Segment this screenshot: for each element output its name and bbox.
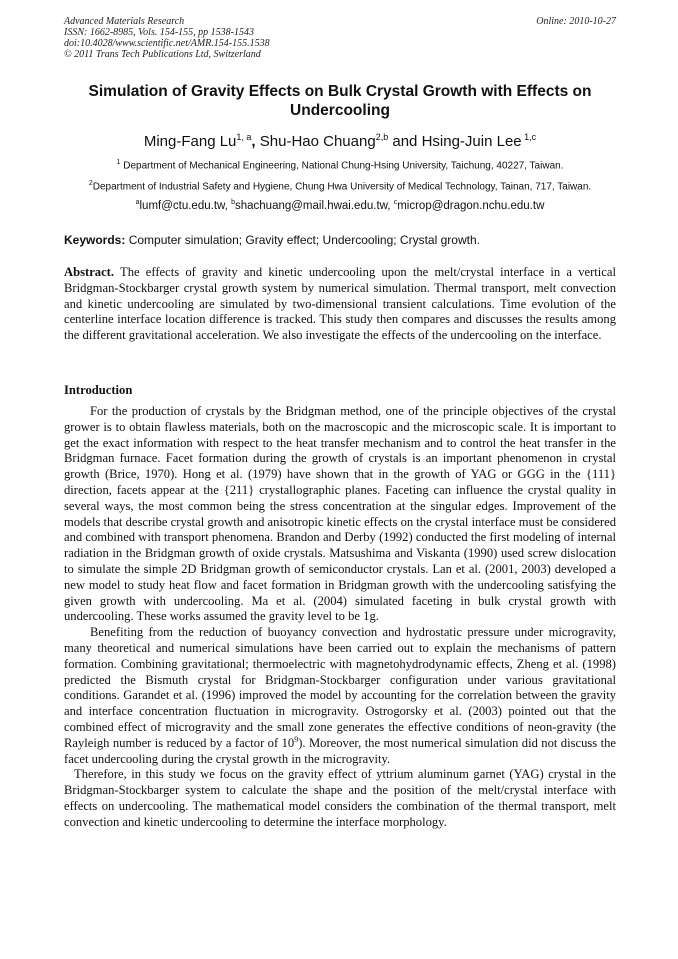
keywords-section <box>64 233 616 248</box>
email-link[interactable]: shachuang@mail.hwai.edu.tw, <box>234 199 394 212</box>
introduction-body <box>64 404 616 831</box>
online-date: Online: 2010-10-27 <box>536 16 616 27</box>
author-separator: and <box>388 133 422 150</box>
intro-paragraph-1: For the production of crystals by the Bridgman method, one of the principle objectives of the crystal grower is to obtain flawless materials, both on the macroscopic and the microscopic scale. It is important to get the exact information with respect to the heat transfer mechanism and to control the heat transfer in the Bridgman furnace. Facet formation during the growth of crystals is an important phenomenon in crystal growth (Brice, 1970). Hong et al. (1979) have shown that in the growth of YAG or GGG in the {111} direction, facets appear at the {211} crystallographic planes. Faceting can influence the crystal quality in several ways, the most common being the stress concentration at the singular edges. Improvement of the models that describe crystal growth and anisotropic kinetic effects on the crystal interface must be considered and combined with transport phenomena. Brandon and Derby (1992) conducted the first modeling of internal radiation in the Bridgman growth of oxide crystals. Matsushima and Viskanta (1990) used screw dislocation to simulate the simple 2D Bridgman growth of semiconductor crystals. Lan et al. (2001, 2003) developed a new model to study heat flow and facet formation in Bridgman growth with the undercooling satisfying the given growth with undercooling. Ma et al. (2004) simulated faceting in bulk crystal growth with undercooling. These works assumed the gravity level to be 1g. <box>64 404 616 624</box>
email-link[interactable]: microp@dragon.nchu.edu.tw <box>397 199 545 212</box>
paper-title: Simulation of Gravity Effects on Bulk Crystal Growth with Effects on Undercooling <box>88 83 592 119</box>
email-list <box>64 196 616 213</box>
intro-paragraph-3: Therefore, in this study we focus on the gravity effect of yttrium aluminum garnet (YAG) crystal in the Bridgman-Stockbarger system to calculate the shape and the position of the melt/crystal interface with effects on undercooling. The mathematical model considers the combination of the thermal transport, melt convection and kinetic undercooling to determine the interface morphology. <box>64 767 616 829</box>
exponent: 9 <box>294 734 299 744</box>
affiliation-mark: 1 <box>116 159 121 166</box>
author-separator: , <box>251 133 260 150</box>
author-list <box>64 127 616 152</box>
affiliation-mark: 2 <box>88 180 93 187</box>
author-affil-mark: 1,c <box>521 132 537 142</box>
affiliation-1 <box>40 156 640 172</box>
doi-line: doi:10.4028/www.scientific.net/AMR.154-155.1538 <box>64 38 270 49</box>
copyright-line: © 2011 Trans Tech Publications Ltd, Switzerland <box>64 49 261 60</box>
email-mark: a <box>135 199 140 206</box>
author-name: Shu-Hao Chuang <box>259 133 376 150</box>
section-heading-introduction: Introduction <box>64 383 133 397</box>
intro-paragraph-2-text-end: ). Moreover, the most numerical simulation did not discuss the facet undercooling during the crystal growth in the microgravity. <box>64 735 616 766</box>
journal-name: Advanced Materials Research <box>64 16 185 27</box>
abstract-label: Abstract. <box>64 265 115 279</box>
intro-paragraph-2 <box>64 625 616 767</box>
abstract-text: The effects of gravity and kinetic undercooling upon the melt/crystal interface in a vertical Bridgman-Stockbarger crystal growth system by numerical simulation. Thermal transport, melt convection and kinetic undercooling are simulated by two-dimensional transient calculations. Time evolution of the centerline interface location difference is tracked. This study then compares and discusses the results among the different gravitational acceleration. We also investigate the effects of the undercooling on the interface. <box>64 265 616 343</box>
author-name: Ming-Fang Lu <box>143 133 237 150</box>
email-mark: b <box>231 199 235 206</box>
author-affil-mark: 1, a <box>236 132 252 142</box>
author-affil-mark: 2,b <box>375 132 389 142</box>
publication-header <box>64 16 616 60</box>
intro-paragraph-2-text: Benefiting from the reduction of buoyancy convection and hydrostatic pressure under microgravity, many theoretical and numerical simulations have been carried out to explain the mechanisms of pattern formation. Combining gravitational; thermoelectric with magnetohydrodynamic effects, Zheng et al. (1998) predicted the Bismuth crystal for Bridgman-Stockbarger configuration under various gravitational conditions. Garandet et al. (1996) improved the model by accounting for the correlation between the gravity and interface concentration fluctuation in microgravity. Ostrogorsky et al. (2003) pointed out that the combined effect of microgravity and the small zone generates the effective conditions of neon-gravity (the Rayleigh number is reduced by a factor of 10 <box>64 625 616 750</box>
issn-line: ISSN: 1662-8985, Vols. 154-155, pp 1538-1543 <box>64 27 254 38</box>
email-link[interactable]: lumf@ctu.edu.tw, <box>139 199 232 212</box>
keywords-label: Keywords: <box>64 233 126 247</box>
author-name: Hsing-Juin Lee <box>421 133 522 150</box>
keywords-text: Computer simulation; Gravity effect; Undercooling; Crystal growth. <box>125 233 480 247</box>
affiliation-text: Department of Mechanical Engineering, National Chung-Hsing University, Taichung, 40227, Taiwan. <box>123 160 564 172</box>
abstract-section <box>64 265 616 344</box>
email-mark: c <box>393 199 398 206</box>
affiliation-text: Department of Industrial Safety and Hygiene, Chung Hwa University of Medical Technology, Tainan, 717, Taiwan. <box>92 181 592 193</box>
affiliation-2 <box>40 177 640 193</box>
